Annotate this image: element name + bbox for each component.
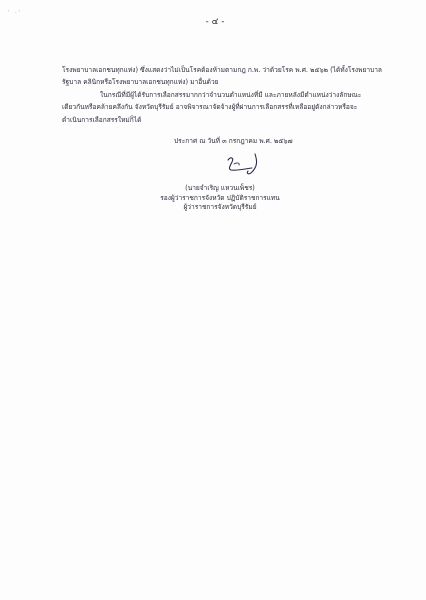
signatory-block	[160, 184, 280, 213]
scan-edge-mark: ' ·'	[8, 10, 22, 16]
handwritten-signature	[222, 150, 268, 178]
signatory-name: (นายจำเริญ แหวนเพ็ชร)	[185, 184, 255, 192]
body-line-3: ในกรณีที่มีผู้ได้รับการเลือกสรรมากกว่าจำนวนตำแหน่งที่มี และภายหลังมีตำแหน่งว่างลักษณะ	[100, 91, 362, 99]
body-line-2: รัฐบาล คลินิกหรือโรงพยาบาลเอกชนทุกแห่ง) มาอื่นด้วย	[62, 78, 219, 86]
signatory-position-governor: ผู้ว่าราชการจังหวัดบุรีรัมย์	[183, 203, 257, 211]
body-line-4: เดียวกันหรือคล้ายคลึงกัน จังหวัดบุรีรัมย์ อาจพิจารณาจัดจ้างผู้ที่ผ่านการเลือกสรรที่เหลืออยู่ดังกล่าวหรือจะ	[62, 103, 358, 111]
signatory-position-acting: รองผู้ว่าราชการจังหวัด ปฏิบัติราชการแทน	[160, 193, 280, 202]
page-number: - ๔ -	[205, 17, 225, 27]
announcement-date: ประกาศ ณ วันที่ ๓ กรกฎาคม พ.ศ. ๒๕๖๗	[174, 137, 293, 145]
body-line-5: ดำเนินการเลือกสรรใหม่ก็ได้	[62, 116, 142, 124]
body-line-1: โรงพยาบาลเอกชนทุกแห่ง) ซึ่งแสดงว่าไม่เป็นโรคต้องห้ามตามกฎ ก.พ. ว่าด้วยโรค พ.ศ. ๒๕๖๒ (ได้ทั้งโรงพยาบาล	[62, 66, 382, 74]
